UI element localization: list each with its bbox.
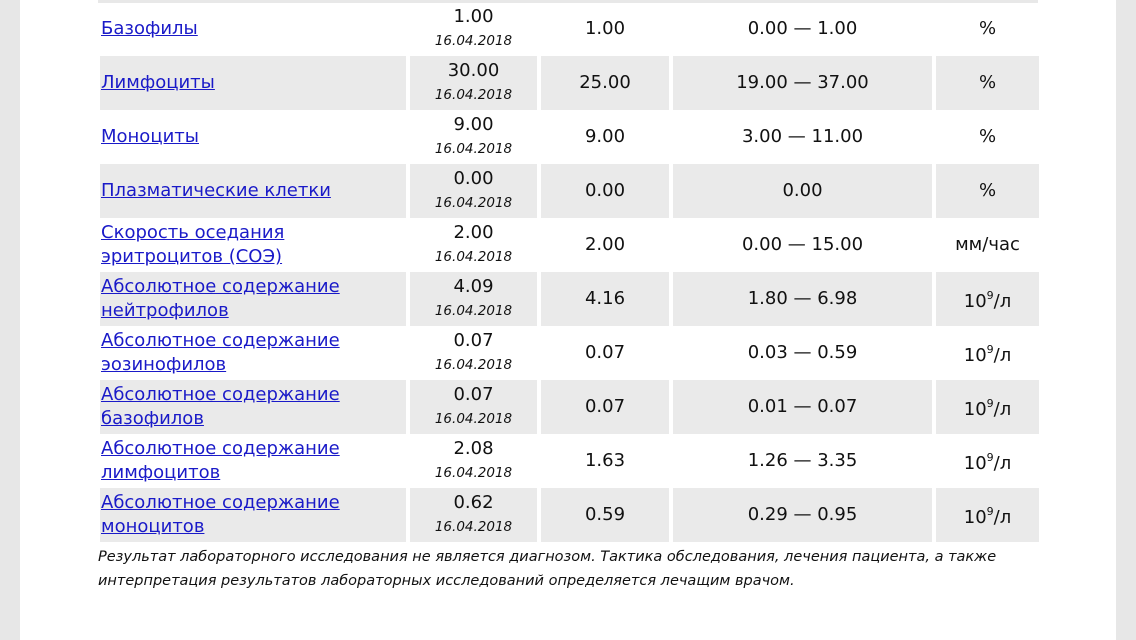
- unit-exponent: 9: [986, 289, 994, 302]
- unit: %: [936, 164, 1039, 218]
- result-value: 9.00: [453, 114, 494, 135]
- reference-range: 0.29 — 0.95: [673, 488, 932, 542]
- test-name-cell: [100, 218, 406, 272]
- test-link-esr[interactable]: Скорость оседания эритроцитов (СОЭ): [101, 222, 285, 267]
- result-cell: [410, 110, 537, 164]
- table-row: [100, 272, 1039, 326]
- table-row: [100, 2, 1039, 56]
- test-link-abs-lymphocytes[interactable]: Абсолютное содержание лимфоцитов: [101, 438, 340, 483]
- table-row: [100, 164, 1039, 218]
- result-cell: [410, 2, 537, 56]
- result-date: 16.04.2018: [434, 87, 513, 103]
- unit-base: 10: [963, 345, 987, 366]
- result-date: 16.04.2018: [434, 141, 513, 157]
- unit: [936, 488, 1039, 542]
- unit-tail: /л: [993, 291, 1012, 312]
- result-date: 16.04.2018: [434, 519, 513, 535]
- unit-tail: /л: [993, 345, 1012, 366]
- previous-value: 0.07: [541, 380, 669, 434]
- result-value: 1.00: [453, 6, 494, 27]
- result-value: 30.00: [447, 60, 500, 81]
- previous-value: 0.07: [584, 342, 626, 363]
- disclaimer-note: Результат лабораторного исследования не является диагнозом. Тактика обследования, лечения пациента, а также интерпретация результатов лабораторных исследований определяется лечащим врачом.: [98, 549, 997, 589]
- reference-range: 0.00 — 1.00: [747, 18, 858, 39]
- test-name-cell: [100, 434, 406, 488]
- table-row: [100, 434, 1039, 488]
- test-link-monocytes[interactable]: Моноциты: [101, 126, 199, 147]
- previous-value: 4.16: [541, 272, 669, 326]
- reference-range: 1.80 — 6.98: [673, 272, 932, 326]
- test-link-abs-neutrophils[interactable]: Абсолютное содержание нейтрофилов: [101, 276, 340, 321]
- table-row: [100, 488, 1039, 542]
- test-name-cell: [100, 110, 406, 164]
- table-row: [100, 56, 1039, 110]
- unit: %: [936, 56, 1039, 110]
- result-cell: [410, 164, 537, 218]
- result-value: 0.07: [453, 384, 494, 405]
- table-row: [100, 326, 1039, 380]
- result-cell: [410, 218, 537, 272]
- unit-base: 10: [963, 399, 987, 420]
- unit-exponent: 9: [986, 505, 994, 518]
- test-link-abs-basophils[interactable]: Абсолютное содержание базофилов: [101, 384, 340, 429]
- reference-range: 0.03 — 0.59: [747, 342, 858, 363]
- result-cell: [410, 488, 537, 542]
- unit: [936, 326, 1039, 380]
- unit: %: [978, 18, 997, 39]
- result-value: 2.08: [453, 438, 494, 459]
- unit: мм/час: [955, 234, 1020, 255]
- table-row: [100, 110, 1039, 164]
- previous-value: 1.63: [584, 450, 626, 471]
- unit-tail: /л: [993, 453, 1012, 474]
- unit-exponent: 9: [986, 451, 994, 464]
- test-link-lymphocytes[interactable]: Лимфоциты: [101, 72, 215, 93]
- result-cell: [410, 272, 537, 326]
- results-table: [96, 2, 1043, 542]
- result-value: 0.62: [453, 492, 494, 513]
- unit-exponent: 9: [986, 397, 994, 410]
- unit-base: 10: [963, 291, 987, 312]
- result-value: 0.07: [453, 330, 494, 351]
- test-name-cell: [100, 488, 406, 542]
- reference-range: 0.00: [673, 164, 932, 218]
- test-name-cell: [100, 326, 406, 380]
- result-date: 16.04.2018: [434, 33, 513, 49]
- test-name-cell: [100, 272, 406, 326]
- reference-range: 19.00 — 37.00: [673, 56, 932, 110]
- reference-range: 1.26 — 3.35: [747, 450, 858, 471]
- test-name-cell: [100, 380, 406, 434]
- reference-range: 0.01 — 0.07: [673, 380, 932, 434]
- result-value: 2.00: [453, 222, 494, 243]
- result-cell: [410, 380, 537, 434]
- previous-value: 2.00: [584, 234, 626, 255]
- test-link-plasma-cells[interactable]: Плазматические клетки: [101, 180, 331, 201]
- result-date: 16.04.2018: [434, 465, 513, 481]
- unit: [936, 380, 1039, 434]
- table-row: [100, 218, 1039, 272]
- previous-value: 1.00: [584, 18, 626, 39]
- result-cell: [410, 56, 537, 110]
- test-link-abs-monocytes[interactable]: Абсолютное содержание моноцитов: [101, 492, 340, 537]
- result-value: 0.00: [453, 168, 494, 189]
- result-date: 16.04.2018: [434, 195, 513, 211]
- unit-exponent: 9: [986, 343, 994, 356]
- previous-value: 0.59: [541, 488, 669, 542]
- previous-value: 0.00: [541, 164, 669, 218]
- result-date: 16.04.2018: [434, 249, 513, 265]
- result-date: 16.04.2018: [434, 357, 513, 373]
- unit-tail: /л: [993, 399, 1012, 420]
- result-value: 4.09: [453, 276, 494, 297]
- test-name-cell: [100, 164, 406, 218]
- result-date: 16.04.2018: [434, 303, 513, 319]
- unit-base: 10: [963, 507, 987, 528]
- previous-value: 9.00: [584, 126, 626, 147]
- test-link-abs-eosinophils[interactable]: Абсолютное содержание эозинофилов: [101, 330, 340, 375]
- test-name-cell: [100, 56, 406, 110]
- test-name-cell: [100, 2, 406, 56]
- previous-value: 25.00: [541, 56, 669, 110]
- table-row: [100, 380, 1039, 434]
- unit: %: [978, 126, 997, 147]
- test-link-basophils[interactable]: Базофилы: [101, 18, 198, 39]
- unit-tail: /л: [993, 507, 1012, 528]
- unit: [936, 272, 1039, 326]
- unit-base: 10: [963, 453, 987, 474]
- unit: [936, 434, 1039, 488]
- result-cell: [410, 326, 537, 380]
- reference-range: 3.00 — 11.00: [741, 126, 864, 147]
- reference-range: 0.00 — 15.00: [741, 234, 864, 255]
- result-date: 16.04.2018: [434, 411, 513, 427]
- result-cell: [410, 434, 537, 488]
